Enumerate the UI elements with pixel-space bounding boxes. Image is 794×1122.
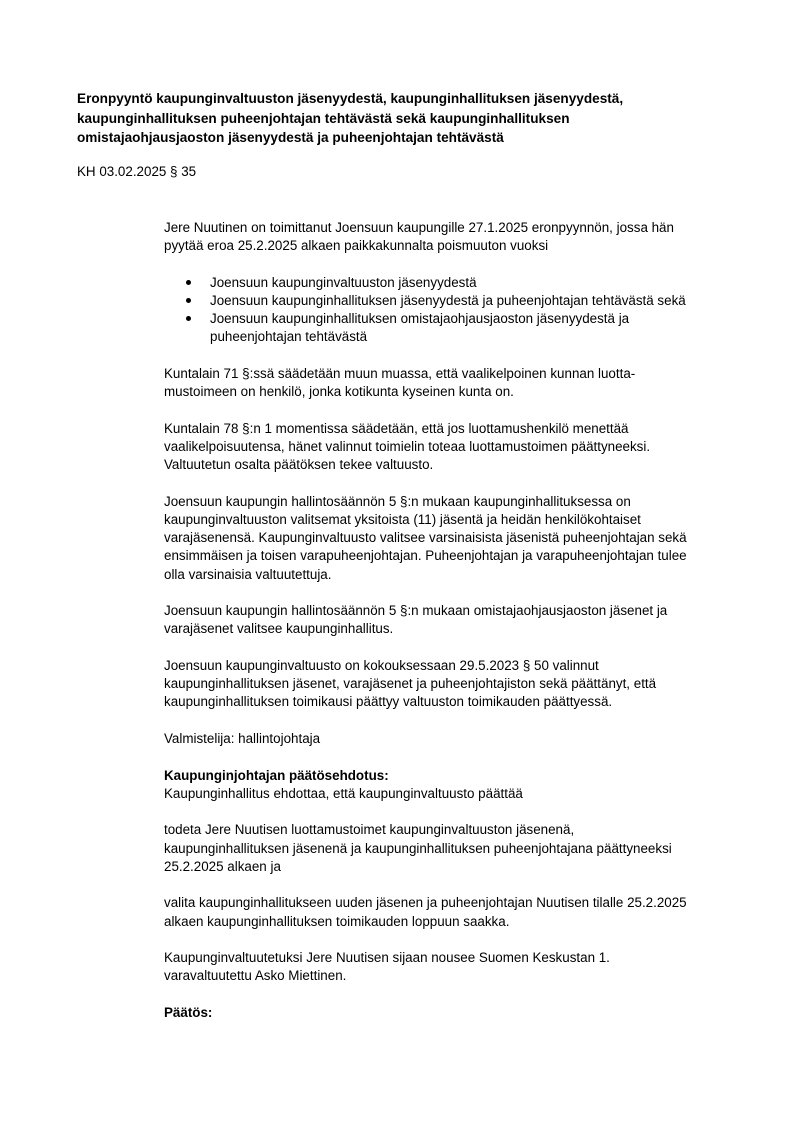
paragraph-valtuusto-valinta (164, 657, 744, 712)
text-line: puheenjohtajan tehtävästä (210, 329, 368, 345)
text-line: todeta Jere Nuutisen luottamustoimet kaupunginvaltuuston jäsenenä, (164, 822, 575, 838)
text-line: pyytää eroa 25.2.2025 alkaen paikkakunnalta poismuuton vuoksi (164, 238, 549, 254)
paragraph-kuntalaki-78 (164, 420, 744, 475)
text-line: vaalikelpoisuutensa, hänet valinnut toimielin toteaa luottamustoimen päättyneeksi. (164, 439, 651, 454)
bullet-icon (186, 298, 191, 303)
text-line: kaupunginvaltuuston valitsemat yksitoista (11) jäsentä ja heidän henkilökohtaiset (164, 512, 641, 527)
proposal-heading: Kaupunginjohtajan päätösehdotus: (164, 767, 389, 783)
text-line: ensimmäisen ja toisen varapuheenjohtajan. Puheenjohtajan ja varapuheenjohtajan tulee (164, 548, 687, 564)
text-line: Kaupunginhallitus ehdottaa, että kaupunginvaltuusto päättää (164, 785, 523, 801)
text-line: olla varsinaisia valtuutettuja. (164, 566, 332, 582)
text-line: varajäsenensä. Kaupunginvaltuusto valitsee varsinaisista jäsenistä puheenjohtajan sekä (164, 530, 687, 546)
proposal-item (164, 821, 744, 876)
proposal-item (164, 894, 744, 930)
intro-paragraph (164, 219, 744, 255)
text-line: varavaltuutettu Asko Miettinen. (164, 968, 347, 984)
preparer-line (164, 730, 744, 748)
text-line: Joensuun kaupungin hallintosäännön 5 §:n mukaan omistajaohjausjaoston jäsenet ja (164, 603, 668, 619)
paragraph-hallintosaanto-kh (164, 493, 744, 584)
text-line: Kaupunginvaltuutetuksi Jere Nuutisen sijaan nousee Suomen Keskustan 1. (164, 950, 610, 966)
title-line: Eronpyyntö kaupunginvaltuuston jäsenyydestä, kaupunginhallituksen jäsenyydestä, (77, 91, 624, 106)
text-line: Joensuun kaupungin hallintosäännön 5 §:n mukaan kaupunginhallituksessa on (164, 493, 631, 509)
bullet-icon (186, 280, 191, 285)
text-line: Joensuun kaupunginvaltuuston jäsenyydestä (210, 274, 477, 290)
text-line: Joensuun kaupunginvaltuusto on kokouksessaan 29.5.2023 § 50 valinnut (164, 658, 599, 673)
paragraph-hallintosaanto-jaosto (164, 602, 744, 638)
proposal-item (164, 949, 744, 985)
document-title (77, 89, 757, 148)
text-line: Valmistelija: hallintojohtaja (164, 731, 321, 746)
resignation-list (164, 274, 744, 347)
title-line: kaupunginhallituksen puheenjohtajan tehtävästä sekä kaupunginhallituksen (77, 110, 570, 126)
bullet-icon (186, 316, 191, 321)
list-item (164, 310, 744, 346)
text-line: alkaen kaupunginhallituksen toimikauden loppuun saakka. (164, 913, 510, 929)
text-line: Jere Nuutinen on toimittanut Joensuun kaupungille 27.1.2025 eronpyynnön, jossa hän (164, 220, 674, 235)
text-line: Kuntalain 71 §:ssä säädetään muun muassa, että vaalikelpoinen kunnan luotta- (164, 366, 636, 381)
title-line: omistajaohjausjaoston jäsenyydestä ja puheenjohtajan tehtävästä (77, 130, 504, 145)
text-line: Joensuun kaupunginhallituksen jäsenyydestä ja puheenjohtajan tehtävästä sekä (210, 293, 686, 308)
text-line: Joensuun kaupunginhallituksen omistajaohjausjaoston jäsenyydestä ja (210, 311, 630, 327)
text-line: kaupunginhallituksen jäsenet, varajäsenet ja puheenjohtajiston sekä päättänyt, että (164, 676, 657, 692)
text-line: mustoimeen on henkilö, jonka kotikunta kyseinen kunta on. (164, 384, 514, 400)
text-line: kaupunginhallituksen toimikausi päättyy valtuuston toimikauden päättyessä. (164, 694, 613, 710)
text-line: valita kaupunginhallitukseen uuden jäsenen ja puheenjohtajan Nuutisen tilalle 25.2.2025 (164, 895, 687, 911)
meeting-reference: KH 03.02.2025 § 35 (77, 164, 197, 179)
text-line: varajäsenet valitsee kaupunginhallitus. (164, 621, 394, 637)
paragraph-kuntalaki-71 (164, 365, 744, 401)
document-body (164, 219, 744, 1041)
text-line: kaupunginhallituksen jäsenenä ja kaupunginhallituksen puheenjohtajana päättyneeksi (164, 840, 672, 856)
list-item (164, 292, 744, 310)
proposal-section (164, 767, 744, 803)
list-item (164, 274, 744, 292)
text-line: 25.2.2025 alkaen ja (164, 858, 281, 874)
decision-section (164, 1004, 744, 1022)
text-line: Kuntalain 78 §:n 1 momentissa säädetään, että jos luottamushenkilö menettää (164, 420, 629, 436)
text-line: Valtuutetun osalta päätöksen tekee valtuusto. (164, 457, 434, 473)
decision-heading: Päätös: (164, 1004, 213, 1020)
